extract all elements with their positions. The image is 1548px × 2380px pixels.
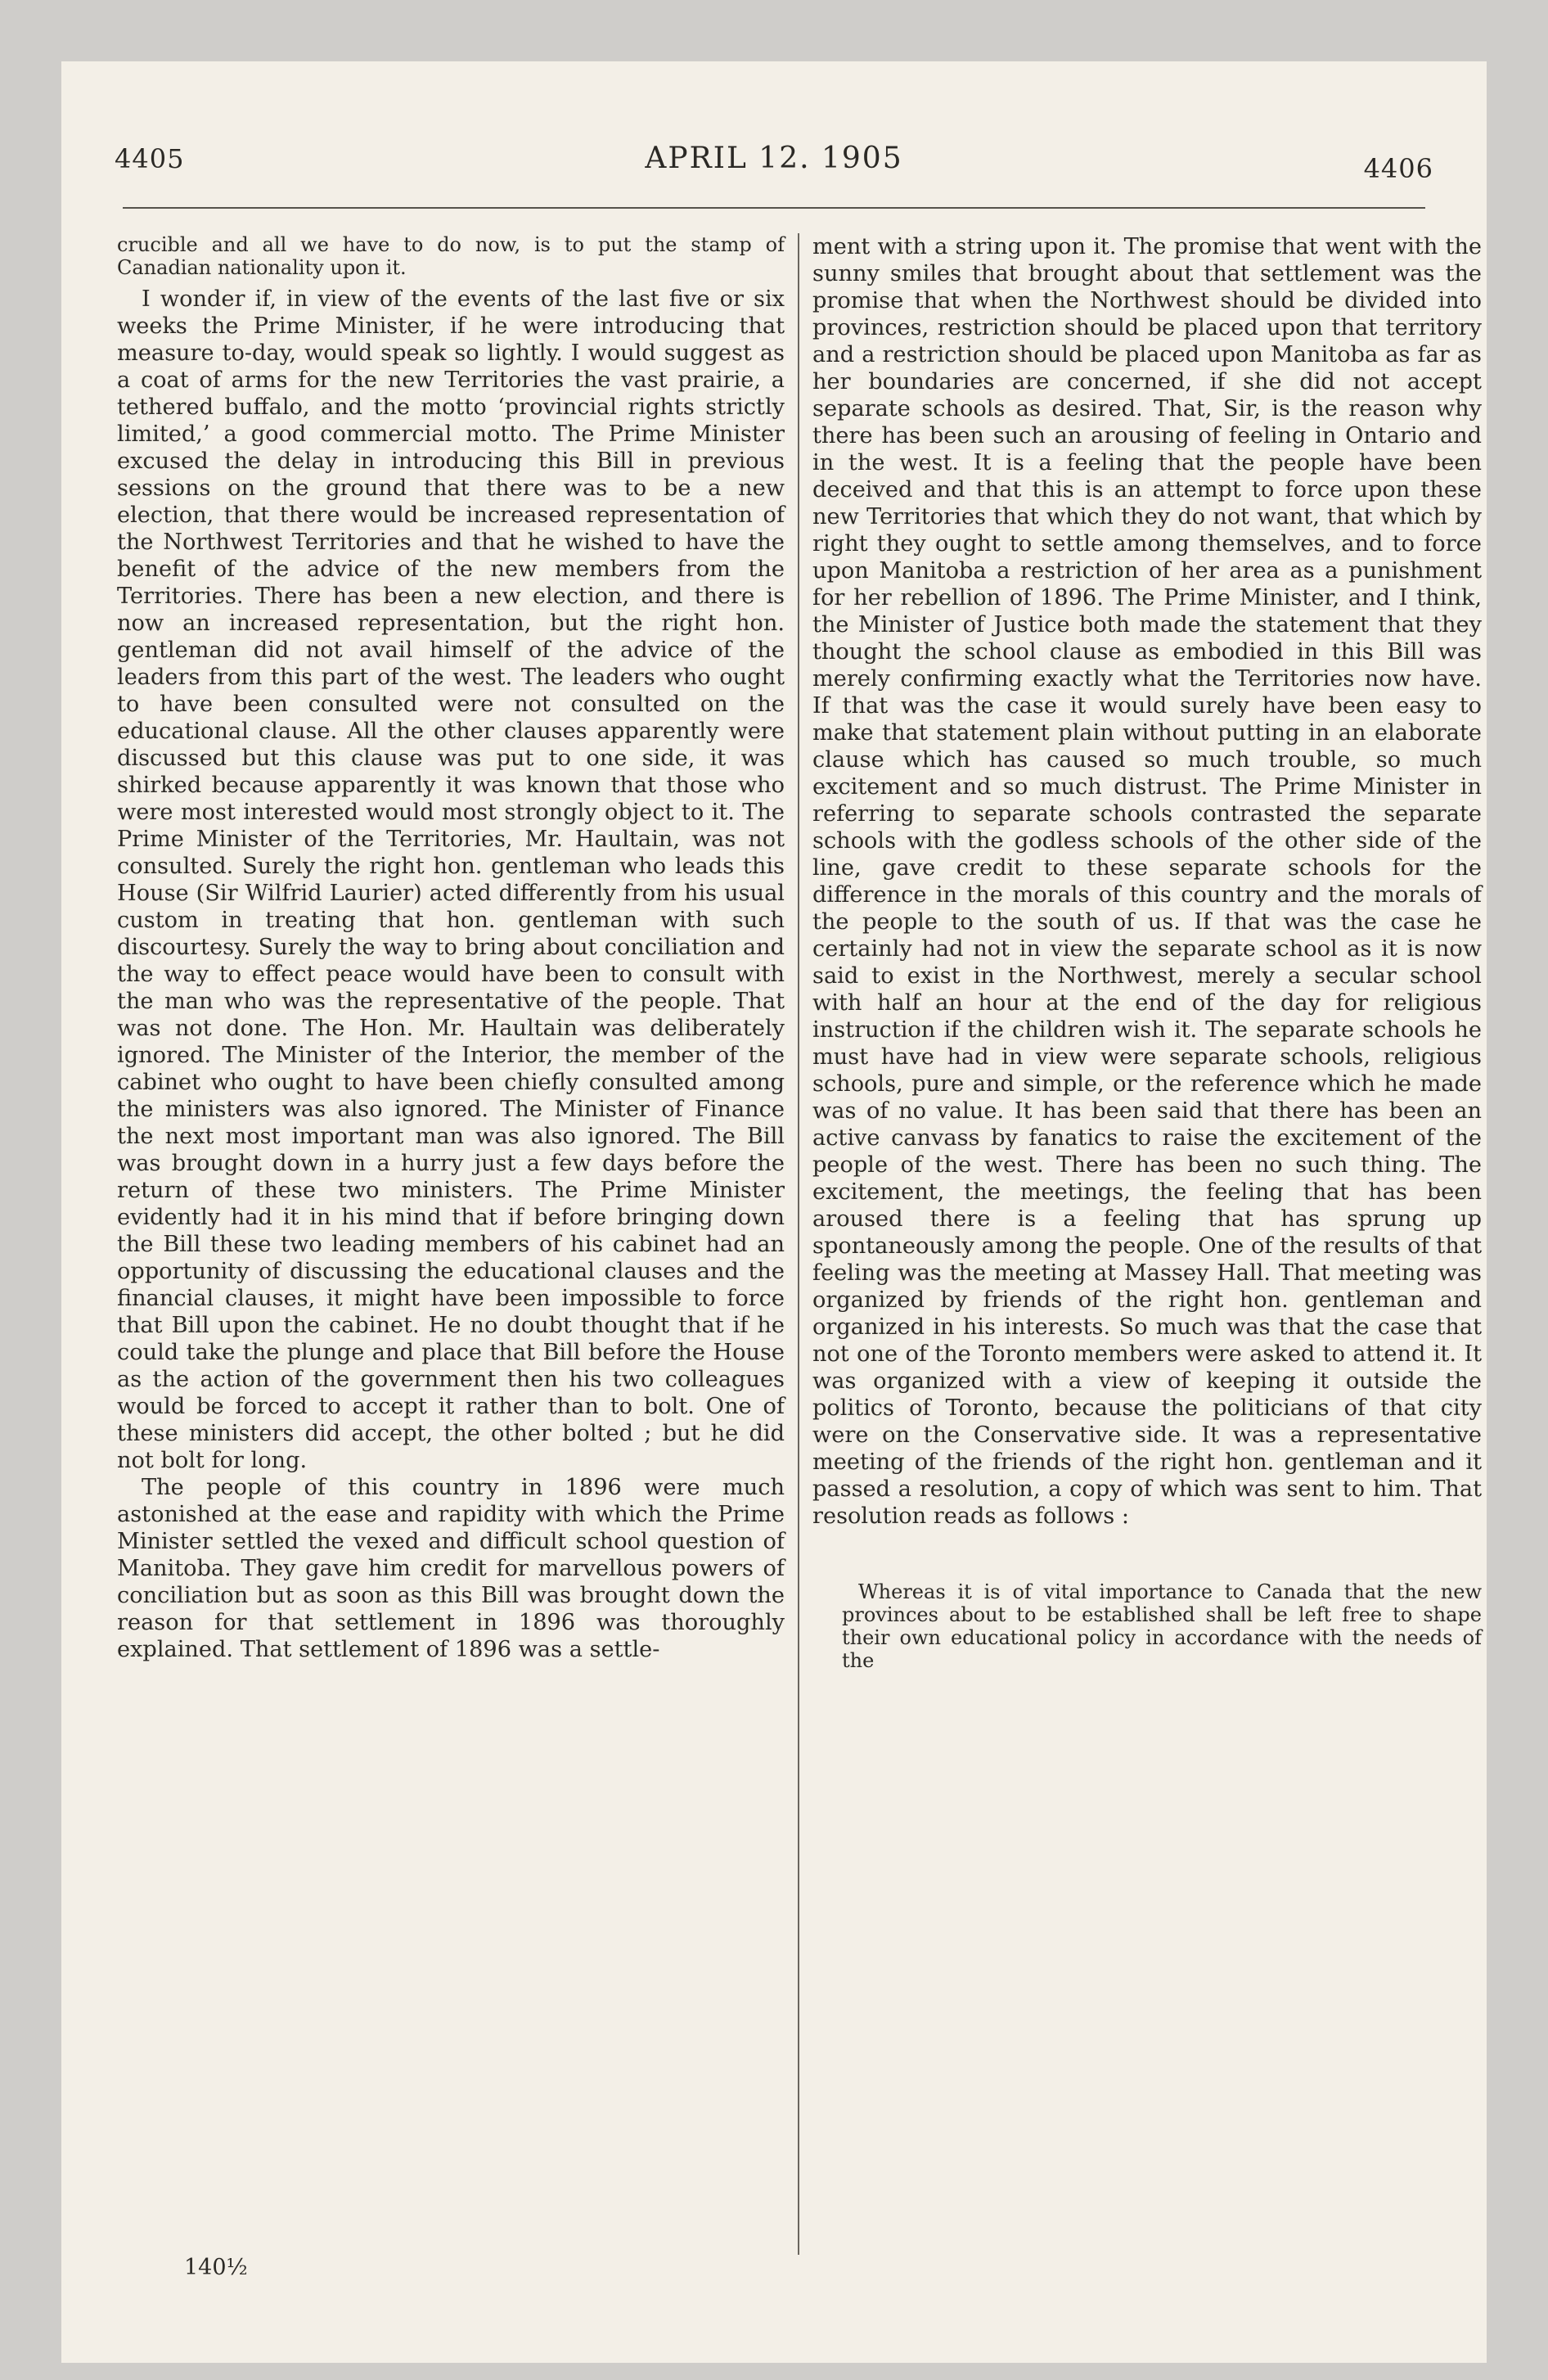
right-paragraph-1: ment with a string upon it. The promise that went with the sunny smiles that brought about that settlement was the promise that when the Northwest should be divided into provinces, restriction should be placed upon that territory and a restriction should be placed upon Manitoba as far as her boundaries are concerned, if she did not accept separate schools as desired. That, Sir, is the reason why there has been such an arousing of feeling in Ontario and in the west. It is a feeling that the people have been deceived and that this is an attempt to force upon these new Territories that which they do not want, that which by right they ought to settle among themselves, and to force upon Manitoba a restriction of her area as a punishment for her rebellion of 1896. The Prime Minister, and I think, the Minister of Justice both made the statement that they thought the school clause as embodied in this Bill was merely confirming exactly what the Territories now have. If that was the case it would surely have been easy to make that statement plain without putting in an elaborate clause which has caused so much trouble, so much excitement and so much distrust. The Prime Minister in referring to separate schools contrasted the separate schools with the godless schools of the other side of the line, gave credit to these separate schools for the difference in the morals of this country and the morals of the people to the south of us. If that was the case he certainly had not in view the separate school as it is now said to exist in the Northwest, merely a secular school with half an hour at the end of the day for religious instruction if the children wish it. The separate schools he must have had in view were separate schools, religious schools, pure and simple, or the reference which he made was of no value. It has been said that there has been an active canvass by fanatics to raise the excitement of the people of the west. There has been no such thing. The excitement, the meetings, the feeling that has been aroused there is a feeling that has sprung up spontaneously among the people. One of the results of that feeling was the meeting at Massey Hall. That meeting was organized by friends of the right hon. gentleman and organized in his interests. So much was that the case that not one of the Toronto members were asked to attend it. It was organized with a view of keeping it outside the politics of Toronto, because the politicians of that city were on the Conservative side. It was a representative meeting of the friends of the right hon. gentleman and it passed a resolution, a copy of which was sent to him. That resolution reads as follows : (812, 234, 1482, 1529)
page-header (61, 61, 1487, 225)
left-paragraph-2: I wonder if, in view of the events of the last five or six weeks the Prime Minister, if he were introducing that measure to-day, would speak so lightly. I would suggest as a coat of arms for the new Territories the vast prairie, a tethered buffalo, and the motto ‘provincial rights strictly limited,’ a good commercial motto. The Prime Minister excused the delay in introducing this Bill in previous sessions on the ground that there was to be a new election, that there would be increased representation of the Northwest Territories and that he wished to have the benefit of the advice of the new members from the Territories. There has been a new election, and there is now an increased representation, but the right hon. gentleman did not avail himself of the advice of the leaders from this part of the west. The leaders who ought to have been consulted were not consulted on the educational clause. All the other clauses apparently were discussed but this clause was put to one side, it was shirked because apparently it was known that those who were most interested would most strongly object to it. The Prime Minister of the Territories, Mr. Haultain, was not consulted. Surely the right hon. gentleman who leads this House (Sir Wilfrid Laurier) acted differently from his usual custom in treating that hon. gentleman with such discourtesy. Surely the way to bring about conciliation and the way to effect peace would have been to consult with the man who was the representative of the people. That was not done. The Hon. Mr. Haultain was deliberately ignored. The Minister of the Interior, the member of the cabinet who ought to have been chiefly consulted among the ministers was also ignored. The Minister of Finance the next most important man was also ignored. The Bill was brought down in a hurry just a few days before the return of these two ministers. The Prime Minister evidently had it in his mind that if before bringing down the Bill these two leading members of his cabinet had an opportunity of discussing the educational clauses and the financial clauses, it might have been impossible to force that Bill upon the cabinet. He no doubt thought that if he could take the plunge and place that Bill before the House as the action of the government then his two colleagues would be forced to accept it rather than to bolt. One of these ministers did accept, the other bolted ; but he did not bolt for long. (117, 286, 785, 1473)
right-column (812, 233, 1482, 1672)
document-page (61, 61, 1487, 2363)
resolution-text: Whereas it is of vital importance to Canada that the new provinces about to be established shall be left free to shape their own educational policy in accordance with the needs of the (842, 1580, 1482, 1672)
page-date: APRIL 12. 1905 (645, 142, 903, 175)
left-column (117, 233, 785, 1663)
header-rule (123, 207, 1425, 209)
left-paragraph-1: crucible and all we have to do now, is to put the stamp of Canadian nationality upon it. (117, 233, 785, 279)
column-divider (798, 233, 799, 2255)
left-paragraph-3: The people of this country in 1896 were much astonished at the ease and rapidity with which the Prime Minister settled the vexed and difficult school question of Manitoba. They gave him credit for marvellous powers of conciliation but as soon as this Bill was brought down the reason for that settlement in 1896 was thoroughly explained. That settlement of 1896 was a settle- (117, 1475, 785, 1662)
right-page-number: 4406 (1363, 153, 1433, 184)
left-page-number: 4405 (115, 143, 185, 174)
quoted-resolution (812, 1580, 1482, 1672)
signature-mark: 140½ (184, 2255, 248, 2280)
